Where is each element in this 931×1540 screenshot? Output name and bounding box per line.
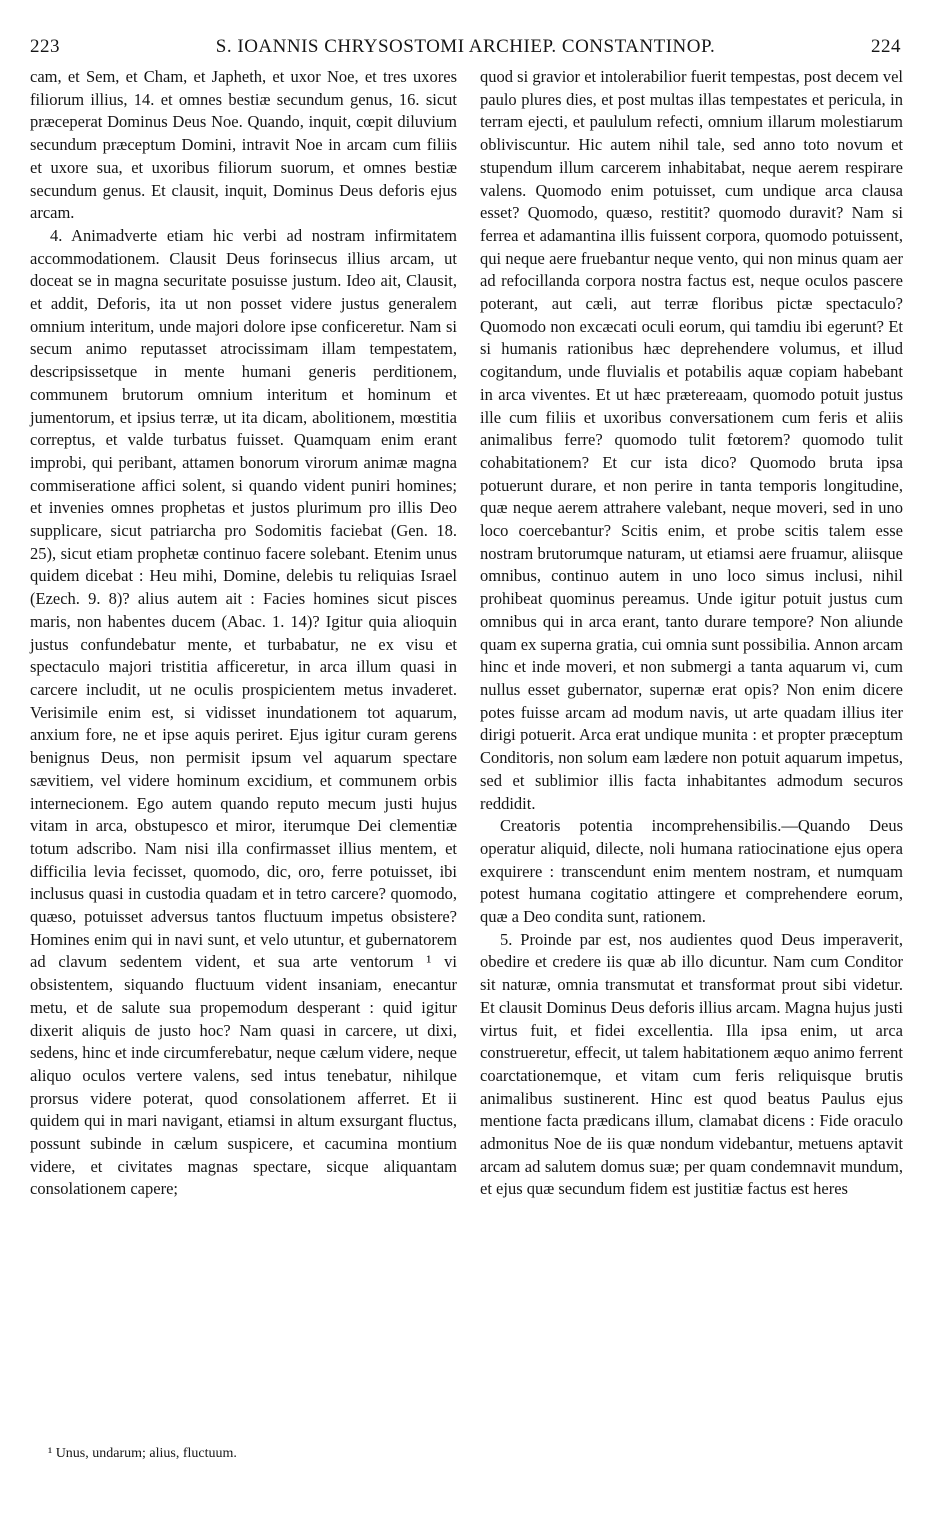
right-column bbox=[480, 66, 903, 1201]
paragraph: 4. Animadverte etiam hic verbi ad nostram infirmitatem accommodationem. Clausit Deus forinsecus illius arcam, ut doceat se in magna securitate posuisse justum. Ideo ait, Clausit, et addit, Deforis, ita ut non posset videre justus generalem omnium interitum, unde majori dolore ipse conficeretur. Nam si secum animo reputasset atrocissimam illam tempestatem, descripsissetque in mente humani generis perditionem, communem brutorum omnium interitum et hominum et jumentorum, et ipsius terræ, ut ita dicam, abolitionem, mœstitia correptus, et valde turbatus fuisset. Quamquam enim erant improbi, qui peribant, attamen bonorum virorum animæ magna commiseratione affici solent, si quando vident puniri homines; et invenies omnes prophetas et justos plurimum pro illis Deo supplicare, sicut patriarcha pro Sodomitis faciebat (Gen. 18. 25), sicut etiam prophetæ continuo facere solebant. Etenim unus quidem dicebat : Heu mihi, Domine, delebis tu reliquias Israel (Ezech. 9. 8)? alius autem ait : Facies homines sicut pisces maris, non habentes ducem (Abac. 1. 14)? Igitur quia alioquin justus confundebatur mente, et turbabatur, ne ex visu et spectaculo majori tristitia afficeretur, in arca illum quasi in carcere includit, ut ne oculis prospicientem metus invaderet. Verisimile enim est, si vidisset inundationem tot aquarum, anxium fore, ne et ipse aquis periret. Ejus igitur curam gerens benignus Deus, non permisit ipsum vel aquarum spectare sævitiem, vel videre hominum excidium, et communem orbis internecionem. Ego autem quando reputo mecum justi hujus vitam in arca, obstupesco et miror, iterumque Dei clementiæ totum adscribo. Nam nisi illa confirmasset illius mentem, et difficilia levia fecisset, quomodo, dic, oro, ferre potuisset, ibi inclusus quasi in custodia quadam et in tetro carcere? quomodo, quæso, potuisset adversus tantos fluctuum impetus obsistere? Homines enim qui in navi sunt, et velo utuntur, et gubernatorem ad clavum sedentem vident, et sua arte ventorum ¹ vi obsistentem, siquando fluctuum vident insaniam, enecantur metu, et de salute sua propemodum desperant : quid igitur dixerit aliquis de justo hoc? Nam quasi in carcere, ut dixi, sedens, hinc et inde circumferebatur, neque cælum videre, neque aliquo oculos vertere valens, sed intus tenebatur, nihilque prorsus videre poterat, quod consolationem afferret. Et ii quidem qui in mari navigant, etiamsi in altum exsurgant fluctus, possunt subinde in cælum suspicere, et cacumina montium videre, et civitates magnas spectare, sicque aliquantam consolationem capere; bbox=[30, 225, 457, 1199]
paragraph: quod si gravior et intolerabilior fuerit tempestas, post decem vel paulo plures dies, et post multas illas tempestates et pericula, in terram ejecti, et paululum refecti, omnium illarum molestiarum obliviscuntur. Hic autem nihil tale, sed anno toto novum et stupendum illum carcerem inhabitabat, neque aerem respirare valens. Quomodo enim potuisset, cum undique arca clausa esset? Quomodo, quæso, restitit? quomodo duravit? Nam si ferrea et adamantina illis fuissent corpora, quomodo potuissent, qui neque aere fruebantur neque vento, qui non minus quam aer ad refocillanda corpora nostra factus est, neque oculos pascere poterant, aut cæli, aut terræ floribus pictæ spectaculo? Quomodo non excæcati oculi eorum, qui tamdiu ibi egerunt? Et si humanis rationibus hæc deprehendere volumus, et illud cogitandum, unde fluvialis et potabilis aquæ copiam habebant in arca viventes. Et ut hæc prætereaam, quomodo potuit justus ille cum filiis et uxoribus conversationem cum feris et aliis animalibus ferre? quomodo tulit fœtorem? quomodo tulit cohabitationem? Et cur ista dico? Quomodo bruta ipsa potuerunt durare, et non perire in tanta temporis longitudine, quæ neque aerem attrahere valebant, neque moveri, sed in uno loco coercebantur? Scitis enim, et probe scitis talem esse nostram brutorumque naturam, ut etiamsi aere fruamur, aliisque omnibus, continuo autem in uno loco simus inclusi, nihil prohibeat quominus pereamus. Unde igitur potuit justus cum omnibus qui in arca erant, tanto durare tempore? Non aliunde quam ex superna gratia, cui omnia sunt possibilia. Annon arcam hinc et inde moveri, et non submergi a tanta aquarum vi, cum nullus esset gubernator, supernæ erat opis? Non enim dicere potes fuisse arcam ad modum navis, ut arte quadam illius iter dirigi potuerit. Arca erat undique munita : et propter præceptum Conditoris, non solum eam lædere non potuit aquarum impetus, sed et sublimior illis facta inhabitantes admodum securos reddidit. bbox=[480, 67, 903, 813]
page-header bbox=[30, 36, 901, 62]
left-column bbox=[30, 66, 457, 1201]
paragraph: Creatoris potentia incomprehensibilis.—Quando Deus operatur aliquid, dilecte, noli humana ratiocinatione ejus opera exquirere : transcendunt enim mentem nostram, et numquam potest humana cogitatio attingere et comprehendere eorum, quæ a Deo condita sunt, rationem. bbox=[480, 816, 903, 927]
paragraph: cam, et Sem, et Cham, et Japheth, et uxor Noe, et tres uxores filiorum illius, 14. et omnes bestiæ secundum genus, 16. sicut præceperat Dominus Deus Noe. Quando, inquit, cœpit diluvium secundum præceptum Domini, intravit Noe in arcam cum filiis et uxore sua, et uxoribus filiorum suorum, et omnes bestiæ secundum genus. Et clausit, inquit, Dominus Deus deforis ejus arcam. bbox=[30, 67, 457, 223]
page-number-left: 223 bbox=[30, 36, 60, 57]
page-number-right: 224 bbox=[871, 36, 901, 57]
running-title: S. IOANNIS CHRYSOSTOMI ARCHIEP. CONSTANTINOP. bbox=[215, 36, 716, 57]
paragraph: 5. Proinde par est, nos audientes quod Deus imperaverit, obedire et credere iis quæ ab illo dicuntur. Nam cum Conditor sit naturæ, omnia transmutat et transformat prout sibi videtur. Et clausit Dominus Deus deforis illius arcam. Magna hujus justi virtus fuit, et fidei excellentia. Illa ipsa enim, ut arca construeretur, effecit, ut talem habitationem æquo animo ferrent coarctationemque, et vitam cum feris reliquisque brutis animalibus sustinerent. Hinc est quod beatus Paulus ejus mentione facta prædicans illum, clamabat dicens : Fide oraculo admonitus Noe de iis quæ nondum videbantur, metuens aptavit arcam ad salutem domus suæ; per quam condemnavit mundum, et ejus quæ secundum fidem est justitiæ factus est heres bbox=[480, 929, 903, 1199]
footnote: ¹ Unus, undarum; alius, fluctuum. bbox=[48, 1446, 237, 1461]
